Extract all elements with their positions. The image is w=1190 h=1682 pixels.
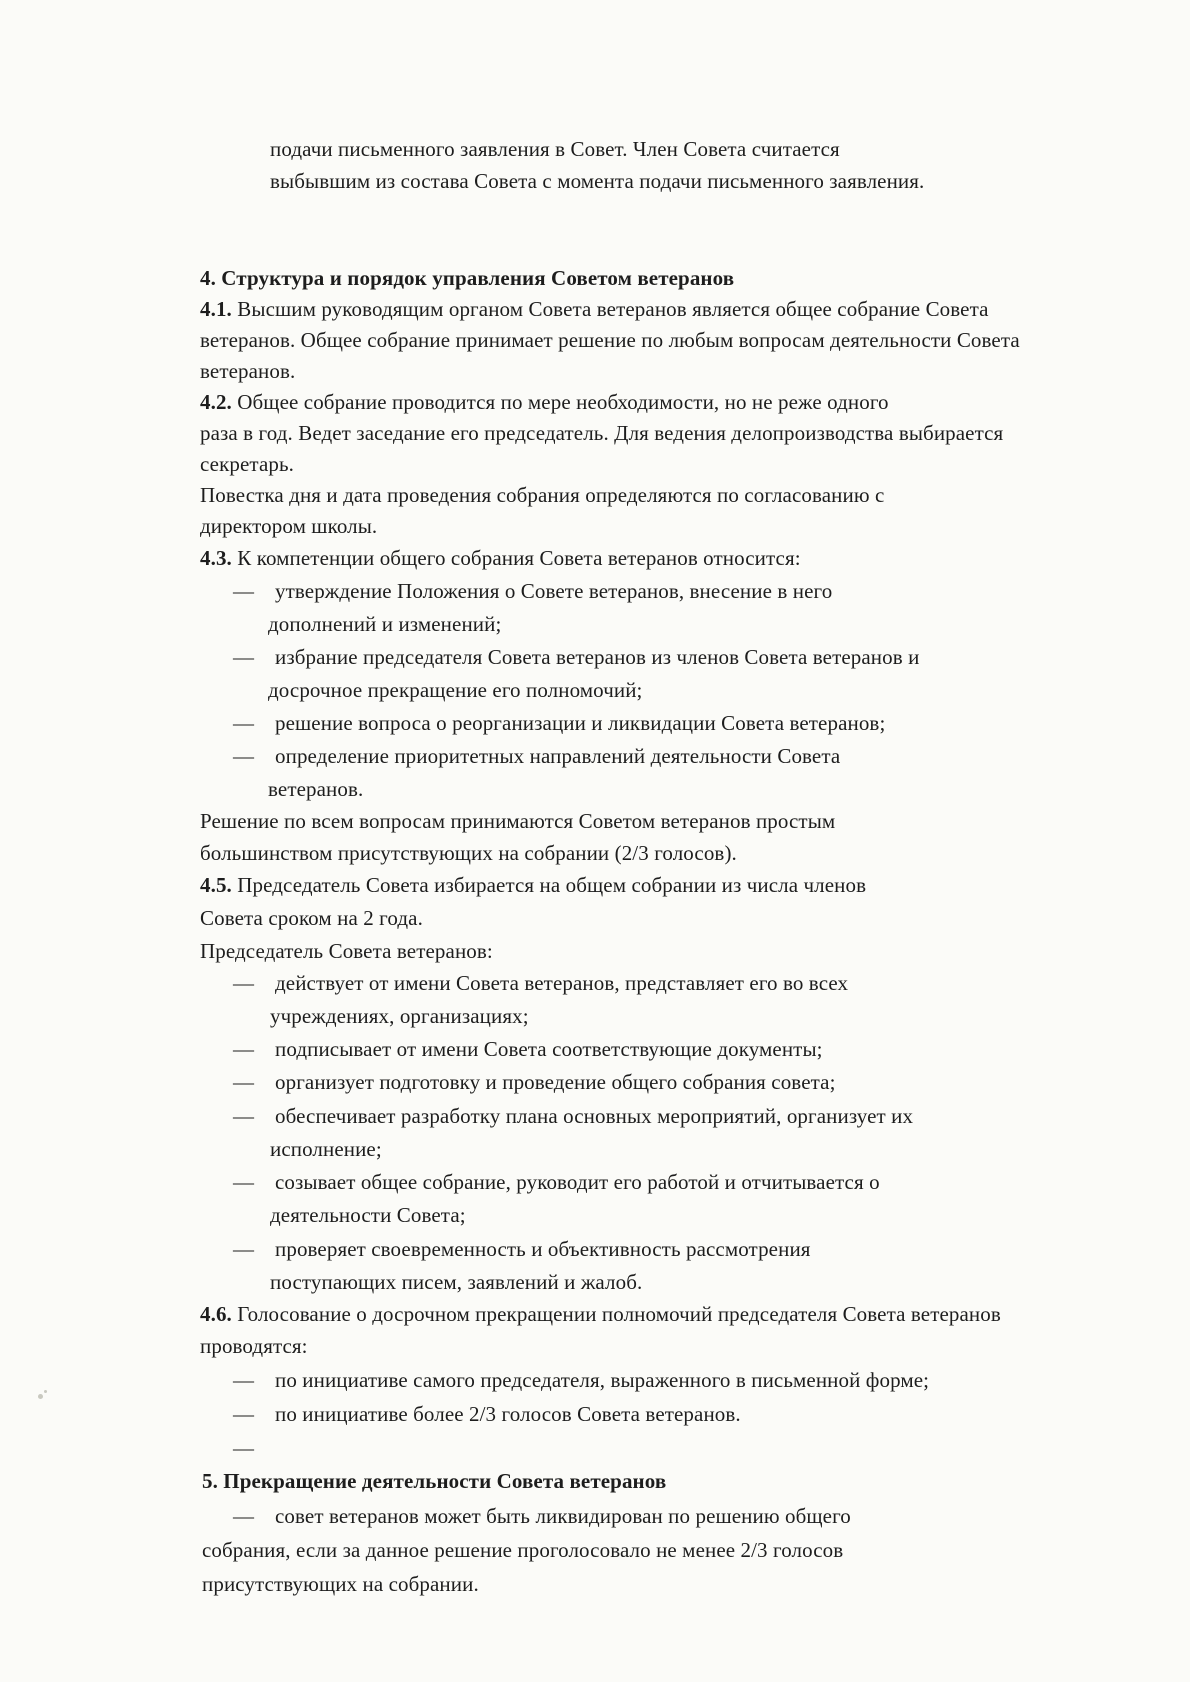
list-item-text: по инициативе самого председателя, выраженного в письменной форме; — [275, 1368, 930, 1392]
list-item — [233, 970, 848, 996]
list-item-text: организует подготовку и проведение общего собрания совета; — [275, 1070, 836, 1094]
dash-bullet: — — [233, 645, 255, 669]
list-item-text: подписывает от имени Совета соответствующие документы; — [275, 1037, 823, 1061]
text-line: Председатель Совета ветеранов: — [200, 939, 493, 963]
text-line: большинством присутствующих на собрании (2/3 голосов). — [200, 841, 737, 865]
list-item-text: по инициативе более 2/3 голосов Совета ветеранов. — [275, 1402, 741, 1426]
list-item — [233, 1236, 811, 1262]
clause-number: 4.2. — [200, 390, 232, 414]
list-item — [233, 1435, 275, 1461]
text-line: ветеранов. Общее собрание принимает решение по любым вопросам деятельности Совета — [200, 328, 1020, 352]
dash-bullet: — — [233, 579, 255, 603]
dash-bullet: — — [233, 1104, 255, 1128]
text-line: проводятся: — [200, 1334, 308, 1358]
list-item — [233, 1069, 836, 1095]
clause-text: Голосование о досрочном прекращении полномочий председателя Совета ветеранов — [231, 1302, 1001, 1326]
list-item-continuation: ветеранов. — [268, 777, 364, 801]
clause-text: Высшим руководящим органом Совета ветеранов является общее собрание Совета — [231, 297, 989, 321]
list-item-text: проверяет своевременность и объективность рассмотрения — [275, 1237, 811, 1261]
scan-speck — [44, 1390, 47, 1393]
text-line: присутствующих на собрании. — [202, 1572, 479, 1596]
clause-line — [200, 296, 989, 322]
list-item-text: обеспечивает разработку плана основных мероприятий, организует их — [275, 1104, 914, 1128]
list-item — [233, 578, 832, 604]
list-item — [233, 743, 840, 769]
clause-line — [200, 872, 866, 898]
text-line: выбывшим из состава Совета с момента подачи письменного заявления. — [270, 169, 925, 193]
clause-number: 4.1. — [200, 297, 232, 321]
section-heading: 5. Прекращение деятельности Совета ветеранов — [202, 1469, 667, 1493]
list-item-text: совет ветеранов может быть ликвидирован по решению общего — [275, 1504, 851, 1528]
clause-number: 4.6. — [200, 1302, 232, 1326]
clause-line — [200, 545, 801, 571]
list-item-text: созывает общее собрание, руководит его работой и отчитывается о — [275, 1170, 880, 1194]
text-line: директором школы. — [200, 514, 378, 538]
list-item-text: избрание председателя Совета ветеранов из членов Совета ветеранов и — [275, 645, 920, 669]
list-item — [233, 1036, 823, 1062]
dash-bullet: — — [233, 1504, 255, 1528]
clause-text: Общее собрание проводится по мере необходимости, но не реже одного — [231, 390, 889, 414]
dash-bullet: — — [233, 1402, 255, 1426]
list-item-continuation: учреждениях, организациях; — [270, 1004, 529, 1028]
text-line: подачи письменного заявления в Совет. Член Совета считается — [270, 137, 840, 161]
list-item-text: действует от имени Совета ветеранов, представляет его во всех — [275, 971, 849, 995]
dash-bullet: — — [233, 971, 255, 995]
dash-bullet: — — [233, 744, 255, 768]
list-item-continuation: исполнение; — [270, 1137, 382, 1161]
dash-bullet: — — [233, 1037, 255, 1061]
text-line: собрания, если за данное решение проголосовало не менее 2/3 голосов — [202, 1538, 844, 1562]
list-item-text: утверждение Положения о Совете ветеранов, внесение в него — [275, 579, 833, 603]
clause-number: 4.5. — [200, 873, 232, 897]
dash-bullet: — — [233, 1368, 255, 1392]
dash-bullet: — — [233, 1170, 255, 1194]
list-item — [233, 644, 919, 670]
clause-text: Председатель Совета избирается на общем собрании из числа членов — [231, 873, 867, 897]
list-item-continuation: досрочное прекращение его полномочий; — [268, 678, 643, 702]
dash-bullet: — — [233, 1237, 255, 1261]
list-item-text: решение вопроса о реорганизации и ликвидации Совета ветеранов; — [275, 711, 886, 735]
list-item-continuation: дополнений и изменений; — [268, 612, 502, 636]
clause-text: К компетенции общего собрания Совета ветеранов относится: — [231, 546, 801, 570]
list-item — [233, 1367, 929, 1393]
list-item — [233, 1503, 851, 1529]
list-item — [233, 1103, 913, 1129]
clause-line — [200, 1301, 1001, 1327]
list-item-text: определение приоритетных направлений деятельности Совета — [275, 744, 841, 768]
text-line: ветеранов. — [200, 359, 296, 383]
text-line: Решение по всем вопросам принимаются Советом ветеранов простым — [200, 809, 836, 833]
clause-line — [200, 389, 889, 415]
text-line: Совета сроком на 2 года. — [200, 906, 423, 930]
dash-bullet: — — [233, 1070, 255, 1094]
list-item-continuation: поступающих писем, заявлений и жалоб. — [270, 1270, 643, 1294]
list-item-continuation: деятельности Совета; — [270, 1203, 466, 1227]
text-line: Повестка дня и дата проведения собрания определяются по согласованию с — [200, 483, 885, 507]
scan-speck — [38, 1394, 43, 1399]
dash-bullet: — — [233, 711, 255, 735]
list-item — [233, 1401, 741, 1427]
list-item — [233, 710, 885, 736]
section-heading: 4. Структура и порядок управления Советом ветеранов — [200, 266, 735, 290]
text-line: секретарь. — [200, 452, 295, 476]
text-line: раза в год. Ведет заседание его председатель. Для ведения делопроизводства выбирается — [200, 421, 1004, 445]
dash-bullet: — — [233, 1436, 255, 1460]
list-item — [233, 1169, 880, 1195]
clause-number: 4.3. — [200, 546, 232, 570]
